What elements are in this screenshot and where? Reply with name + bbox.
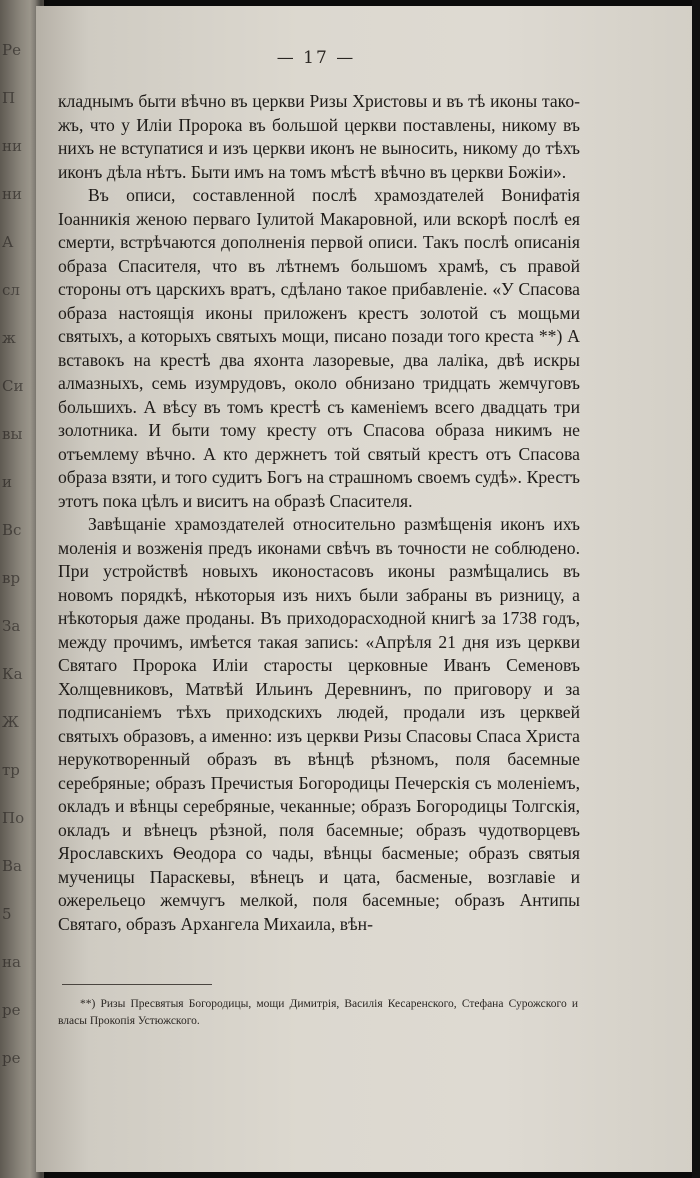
right-background-edge <box>692 0 700 1178</box>
paragraph-2: Въ описи, составленной послѣ храмоздателей Вонифатія Іоанникія женою перваго Іулитой Макаровной, или вскорѣ послѣ ея смерти, встрѣчаются дополненія первой описи. Такъ послѣ описанія образа Спасителя, что въ лѣтнемъ большомъ храмѣ, съ правой стороны отъ царскихъ вратъ, сдѣлано такое прибавленіе. «У Спасова образа настоящія иконы приложенъ крестъ золотой съ мощьми святыхъ, а которыхъ святыхъ мощи, писано позади того креста **) А вставокъ на крестѣ два яхонта лазоревые, два лаліка, двѣ искры алмазныхъ, семь изумрудовъ, около обнизано тридцать жемчуговъ большихъ. А вѣсу въ томъ крестѣ съ каменіемъ всего двадцать три золотника. И быти тому кресту отъ Спасова образа никимъ не отъемлему вѣчно. А кто держнетъ той святый крестъ отъ Спасова образа взяти, и того судитъ Богъ на страшномъ своемъ судѣ». Крестъ этотъ пока цѣлъ и виситъ на образѣ Спасителя. <box>58 185 580 511</box>
left-page-text-fragment: А <box>2 233 14 251</box>
footnote-text: **) Ризы Пресвятыя Богородицы, мощи Димитрія, Василія Кесаренского, Стефана Сурожского и власы Прокопія Устюжского. <box>58 998 578 1027</box>
left-page-text-fragment: П <box>2 89 16 107</box>
left-page-text-fragment: вы <box>2 425 23 443</box>
left-page-text-fragment: и <box>2 473 12 491</box>
left-page-text-fragment: Ва <box>2 857 22 875</box>
left-page-text-fragment: ре <box>2 1001 21 1019</box>
left-page-text-fragment: 5 <box>2 905 12 923</box>
left-page-text-fragment: Ре <box>2 41 21 59</box>
left-page-text-fragment: Си <box>2 377 24 395</box>
left-page-text-fragment: сл <box>2 281 20 299</box>
left-page-text-fragment: вр <box>2 569 21 587</box>
page-number: — 17 — <box>276 48 356 68</box>
paragraph-3: Завѣщаніе храмоздателей относительно размѣщенія иконъ ихъ моленія и возженія предъ иконами свѣчъ въ точности не соблюдено. При устройствѣ новыхъ иконостасовъ иконы размѣщались въ новомъ порядкѣ, нѣкоторыя изъ нихъ были забраны въ ризницу, а нѣкоторыя даже проданы. Въ приходорасходной книгѣ за 1738 годъ, между прочимъ, имѣется такая запись: «Апрѣля 21 дня изъ церкви Святаго Пророка Иліи старосты церковные Иванъ Семеновъ Холщевниковъ, Матвѣй Ильинъ Деревнинъ, по приговору и за подписаніемъ тѣхъ приходскихъ людей, продали изъ церквей святыхъ образовъ, а именно: изъ церкви Ризы Спасовы Спаса Христа нерукотворенный образъ въ вѣнцѣ рѣзномъ, поля басемные серебряные; образъ Пречистыя Богородицы Печерскія съ моленіемъ, окладъ и вѣнцы серебряные, чеканные; образъ Богородицы Толгскія, окладъ и вѣнецъ рѣзной, поля басемные; образъ чудотворцевъ Ярославскихъ Ѳеодора со чады, вѣнцы басменые; образъ святыя мученицы Параскевы, вѣнецъ и цата, басменые, возглавіе и ожерельецо жемчугъ мелкой, поля басемные; образъ Антипы Святаго, образъ Архангела Михаила, вѣн- <box>58 514 580 934</box>
footnote-divider <box>62 984 212 985</box>
left-page-text-fragment: ни <box>2 185 22 203</box>
left-page-text-fragment: Вс <box>2 521 22 539</box>
left-page-text-fragment: ни <box>2 137 22 155</box>
left-page-text-fragment: Ж <box>2 713 19 731</box>
left-page-text-fragment: ж <box>2 329 16 347</box>
page-body <box>58 90 580 936</box>
left-page-text-fragment: За <box>2 617 21 635</box>
left-page-text-fragment: Ка <box>2 665 23 683</box>
left-page-text-fragment: тр <box>2 761 20 779</box>
book-page <box>36 6 696 1172</box>
left-page-text-fragment: По <box>2 809 25 827</box>
footnote <box>58 996 578 1030</box>
left-page-text-fragment: на <box>2 953 21 971</box>
paragraph-1: кладнымъ быти вѣчно въ церкви Ризы Христовы и въ тѣ иконы тако-жъ, что у Иліи Пророка въ большой церкви поставлены, никому въ нихъ не вступатися и изъ церкви иконъ не выносить, никому до тѣхъ иконъ дѣла нѣтъ. Быти имъ на томъ мѣстѣ вѣчно въ церкви Божіи». <box>58 91 580 182</box>
left-page-text-fragment: ре <box>2 1049 21 1067</box>
